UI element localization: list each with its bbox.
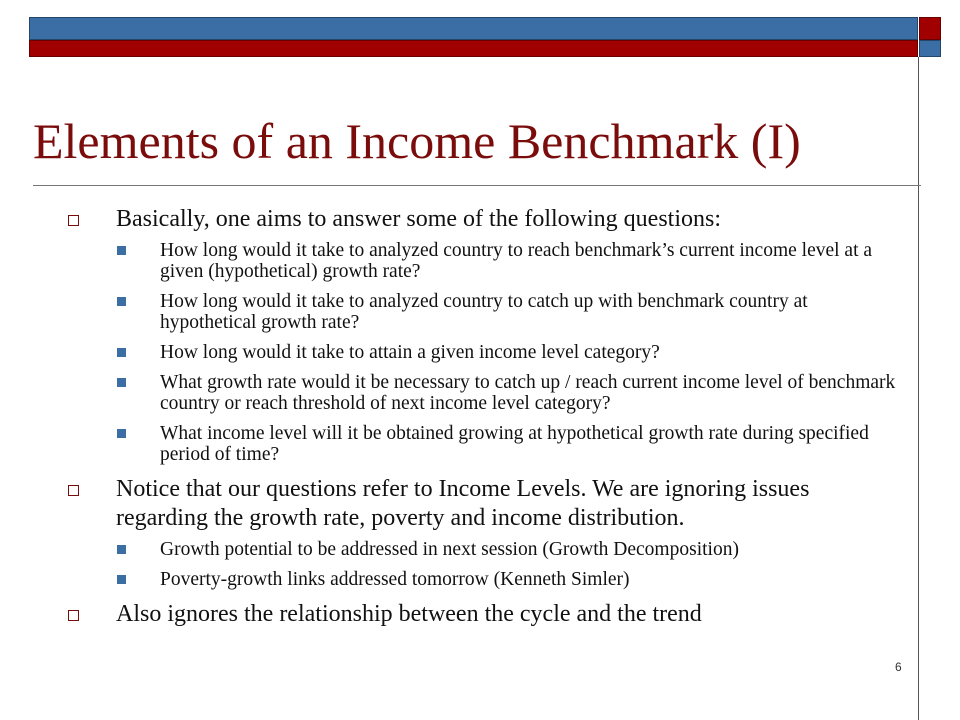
bullet-text: Notice that our questions refer to Income Levels. We are ignoring issues regarding the growth rate, poverty and income distribution. <box>116 476 810 531</box>
sub-bullet-text: Growth potential to be addressed in next session (Growth Decomposition) <box>160 539 739 560</box>
hollow-square-bullet-icon <box>68 215 79 226</box>
sub-bullet-text: How long would it take to attain a given income level category? <box>160 342 660 363</box>
filled-square-bullet-icon <box>117 575 126 584</box>
filled-square-bullet-icon <box>117 348 126 357</box>
filled-square-bullet-icon <box>117 545 126 554</box>
filled-square-bullet-icon <box>117 378 126 387</box>
sub-bullet-text: How long would it take to analyzed country to catch up with benchmark country at hypothetical growth rate? <box>160 291 808 333</box>
sub-bullet-text: What growth rate would it be necessary to catch up / reach current income level of benchmark country or reach threshold of next income level category? <box>160 372 896 414</box>
filled-square-bullet-icon <box>117 429 126 438</box>
header-bar-red <box>29 40 918 57</box>
bullet-level2 <box>68 539 898 560</box>
filled-square-bullet-icon <box>117 246 126 255</box>
bullet-text: Also ignores the relationship between the cycle and the trend <box>116 601 702 627</box>
header-bar-blue <box>29 17 918 40</box>
sub-bullet-list <box>68 539 898 590</box>
bullet-level2 <box>68 372 898 414</box>
page-number: 6 <box>895 660 902 674</box>
bullet-level2 <box>68 291 898 333</box>
bullet-level1 <box>68 600 898 629</box>
bullet-level2 <box>68 423 898 465</box>
bullet-level1 <box>68 205 898 234</box>
sub-bullet-list <box>68 240 898 465</box>
bullet-level1 <box>68 475 898 533</box>
corner-square-red <box>919 17 941 40</box>
bullet-level2 <box>68 569 898 590</box>
filled-square-bullet-icon <box>117 297 126 306</box>
slide-title: Elements of an Income Benchmark (I) <box>33 113 801 169</box>
hollow-square-bullet-icon <box>68 610 79 621</box>
bullet-level2 <box>68 342 898 363</box>
slide-content <box>68 205 898 629</box>
corner-square-blue <box>919 40 941 57</box>
right-vertical-line <box>918 57 919 720</box>
sub-bullet-text: How long would it take to analyzed country to reach benchmark’s current income level at a given (hypothetical) growth rate? <box>160 240 873 282</box>
bullet-text: Basically, one aims to answer some of the following questions: <box>116 206 722 232</box>
title-divider <box>33 185 921 186</box>
sub-bullet-text: What income level will it be obtained growing at hypothetical growth rate during specified period of time? <box>160 423 869 465</box>
sub-bullet-text: Poverty-growth links addressed tomorrow (Kenneth Simler) <box>160 569 630 590</box>
bullet-level2 <box>68 240 898 282</box>
hollow-square-bullet-icon <box>68 485 79 496</box>
